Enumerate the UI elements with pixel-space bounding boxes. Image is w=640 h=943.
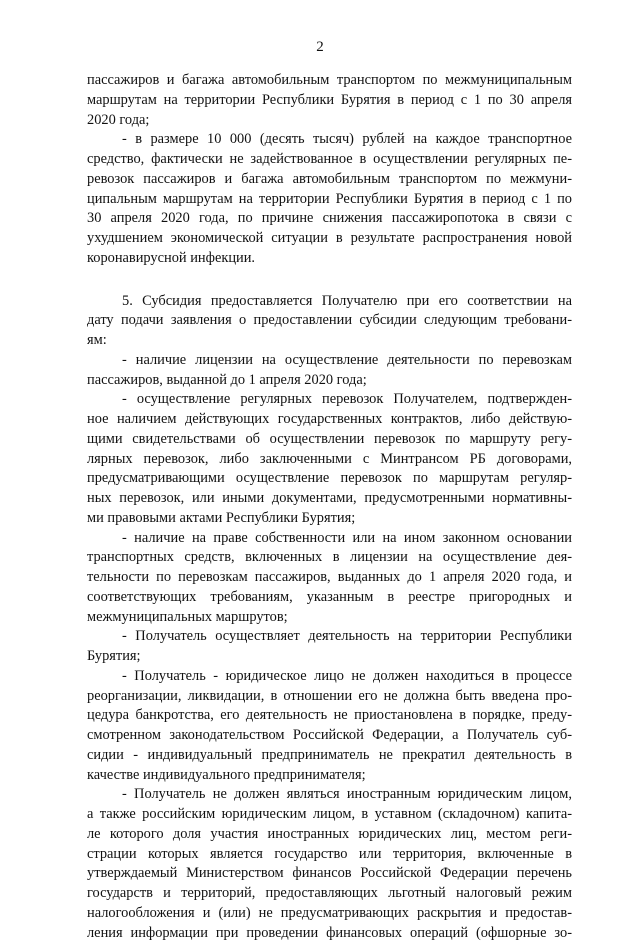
text-line: страции которых является государство или территория, включенные в xyxy=(87,845,572,865)
text-line: 2020 года; xyxy=(87,111,572,131)
text-line: - Получатель - юридическое лицо не должен находиться в процессе xyxy=(87,667,572,687)
text-line: пассажиров и багажа автомобильным транспортом по межмуниципальным xyxy=(87,71,572,91)
text-line: - осуществление регулярных перевозок Получателем, подтвержден- xyxy=(87,390,572,410)
paragraph xyxy=(87,785,572,943)
text-line: предусматривающими осуществление перевозок по маршрутам регуляр- xyxy=(87,469,572,489)
text-line: - наличие лицензии на осуществление деятельности по перевозкам xyxy=(87,351,572,371)
paragraph xyxy=(87,667,572,786)
paragraph xyxy=(87,292,572,351)
text-line: качестве индивидуального предпринимателя; xyxy=(87,766,572,786)
text-line: межмуниципальных маршрутов; xyxy=(87,608,572,628)
text-line: коронавирусной инфекции. xyxy=(87,249,572,269)
text-line: ное наличием действующих государственных контрактов, либо действую- xyxy=(87,410,572,430)
text-line: ципальным маршрутам на территории Республики Бурятия в период с 1 по xyxy=(87,190,572,210)
text-line: - Получатель не должен являться иностранным юридическим лицом, xyxy=(87,785,572,805)
text-line: ления информации при проведении финансовых операций (офшорные зо- xyxy=(87,924,572,943)
text-line: ухудшением экономической ситуации в результате распространения новой xyxy=(87,229,572,249)
text-line: Бурятия; xyxy=(87,647,572,667)
paragraph xyxy=(87,627,572,667)
text-line: реорганизации, ликвидации, в отношении его не должна быть введена про- xyxy=(87,687,572,707)
paragraph xyxy=(87,351,572,391)
text-line: лярных перевозок, либо заключенными с Минтрансом РБ договорами, xyxy=(87,450,572,470)
text-line: 5. Субсидия предоставляется Получателю при его соответствии на xyxy=(87,292,572,312)
text-line: пассажиров, выданной до 1 апреля 2020 года; xyxy=(87,371,572,391)
text-line: сидии - индивидуальный предприниматель не прекратил деятельность в xyxy=(87,746,572,766)
text-line: - наличие на праве собственности или на ином законном основании xyxy=(87,529,572,549)
text-line: - в размере 10 000 (десять тысяч) рублей на каждое транспортное xyxy=(87,130,572,150)
text-line: - Получатель осуществляет деятельность на территории Республики xyxy=(87,627,572,647)
text-line: ревозок пассажиров и багажа автомобильным транспортом по межмуни- xyxy=(87,170,572,190)
paragraph-gap xyxy=(87,269,572,292)
page-number: 2 xyxy=(0,38,640,56)
text-line: транспортных средств, включенных в лицензии на осуществление дея- xyxy=(87,548,572,568)
text-line: соответствующих требованиям, указанным в реестре пригородных и xyxy=(87,588,572,608)
text-line: ми правовыми актами Республики Бурятия; xyxy=(87,509,572,529)
text-line: смотренном законодательством Российской Федерации, а Получатель суб- xyxy=(87,726,572,746)
text-line: государств и территорий, предоставляющих льготный налоговый режим xyxy=(87,884,572,904)
text-line: 30 апреля 2020 года, по причине снижения пассажиропотока в связи с xyxy=(87,209,572,229)
text-line: утверждаемый Министерством финансов Российской Федерации перечень xyxy=(87,864,572,884)
text-line: дату подачи заявления о предоставлении субсидии следующим требовани- xyxy=(87,311,572,331)
text-line: щими свидетельствами об осуществлении перевозок по маршруту регу- xyxy=(87,430,572,450)
text-line: ям: xyxy=(87,331,572,351)
paragraph xyxy=(87,529,572,628)
text-line: средство, фактически не задействованное в осуществлении регулярных пе- xyxy=(87,150,572,170)
text-line: маршрутам на территории Республики Бурятия в период с 1 по 30 апреля xyxy=(87,91,572,111)
paragraph xyxy=(87,130,572,268)
text-line: тельности по перевозкам пассажиров, выданных до 1 апреля 2020 года, и xyxy=(87,568,572,588)
text-line: налогообложения и (или) не предусматривающих раскрытия и предостав- xyxy=(87,904,572,924)
text-line: цедура банкротства, его деятельность не приостановлена в порядке, преду- xyxy=(87,706,572,726)
document-body xyxy=(87,71,572,943)
paragraph xyxy=(87,71,572,130)
text-line: ных перевозок, или иными документами, предусмотренными нормативны- xyxy=(87,489,572,509)
text-line: а также российским юридическим лицом, в уставном (складочном) капита- xyxy=(87,805,572,825)
paragraph xyxy=(87,390,572,528)
text-line: ле которого доля участия иностранных юридических лиц, местом реги- xyxy=(87,825,572,845)
